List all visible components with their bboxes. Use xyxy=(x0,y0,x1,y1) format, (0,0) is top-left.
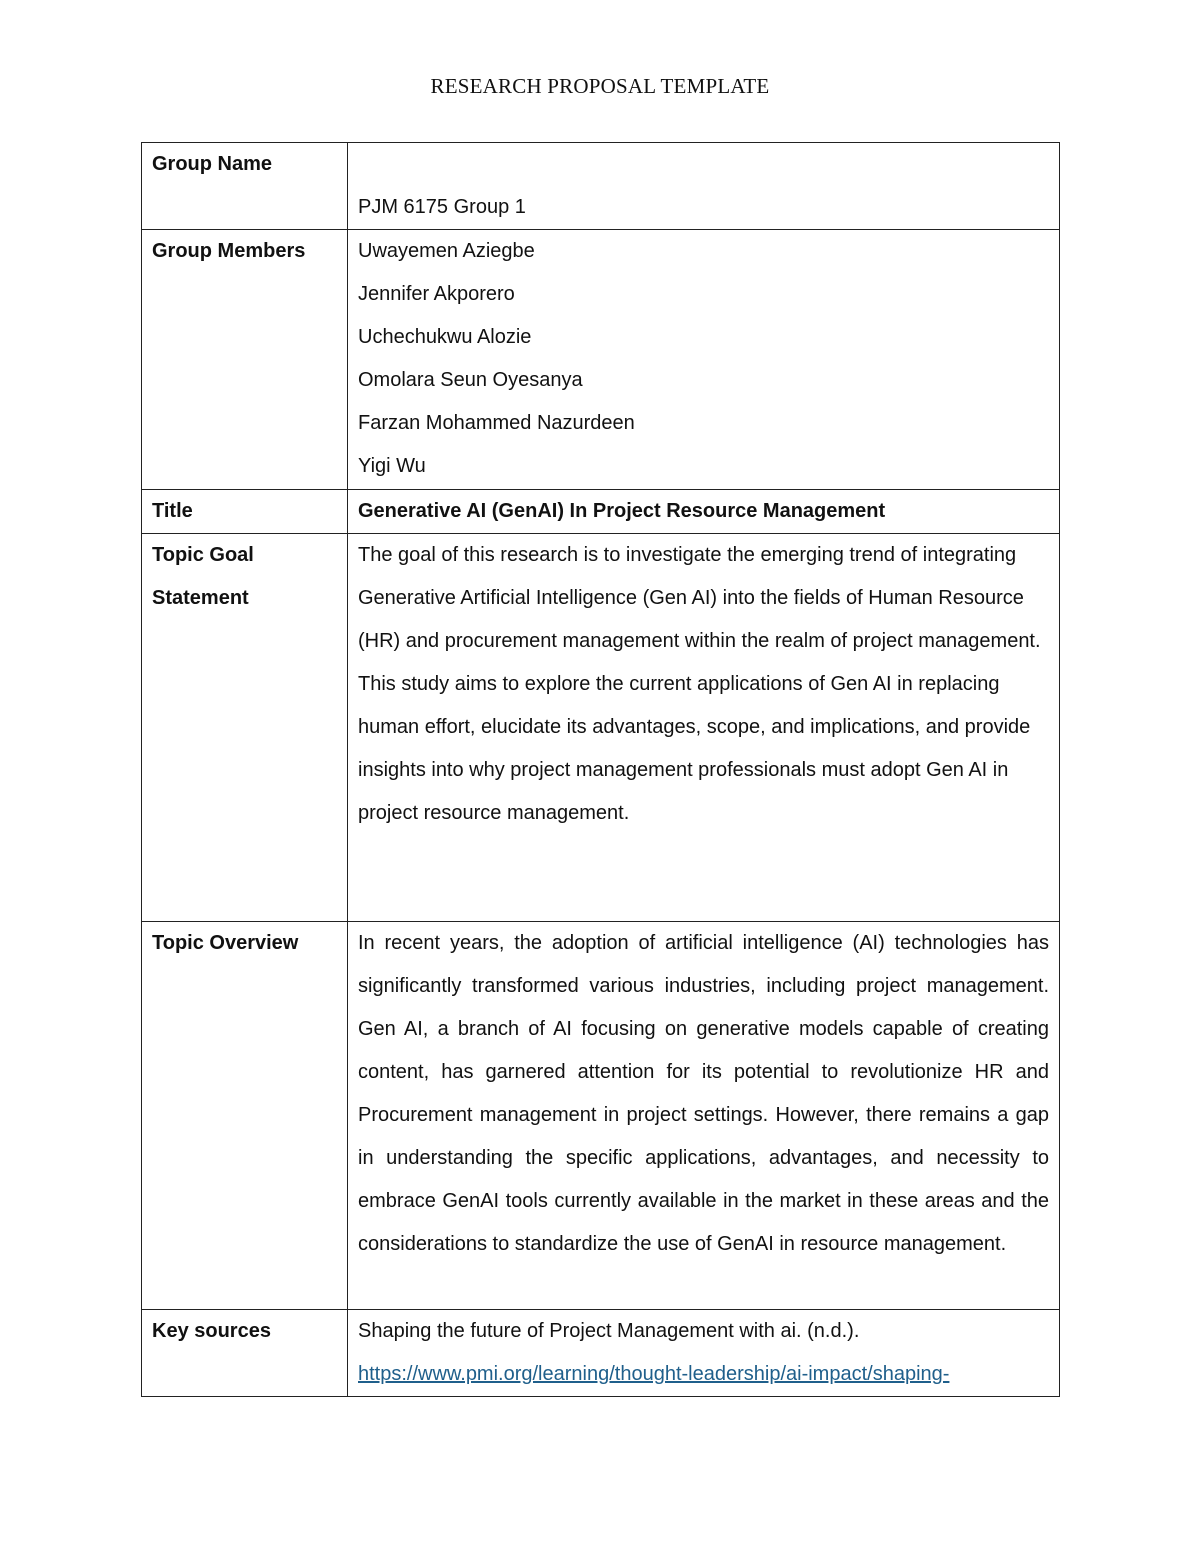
key-sources-cell xyxy=(348,1310,1060,1397)
table-row-topic-goal xyxy=(142,534,1060,922)
document-title: RESEARCH PROPOSAL TEMPLATE xyxy=(430,74,770,98)
table-row-title xyxy=(142,490,1060,534)
topic-goal-text: The goal of this research is to investigate the emerging trend of integrating Generative Artificial Intelligence (Gen AI) into the fields of Human Resource (HR) and procurement management within the realm of project management. This study aims to explore the current applications of Gen AI in replacing human effort, elucidate its advantages, scope, and implications, and provide insights into why project management professionals must adopt Gen AI in project resource management. xyxy=(348,534,1060,922)
member-name: Jennifer Akporero xyxy=(358,283,515,305)
member-name: Uchechukwu Alozie xyxy=(358,326,532,348)
member-name: Omolara Seun Oyesanya xyxy=(358,369,583,391)
topic-goal-label-line1: Topic Goal xyxy=(152,544,254,566)
table-row-group-members xyxy=(142,230,1060,490)
table-row-group-name xyxy=(142,143,1060,230)
topic-overview-text: In recent years, the adoption of artificial intelligence (AI) technologies has significantly transformed various industries, including project management. Gen AI, a branch of AI focusing on generative models capable of creating content, has garnered attention for its potential to revolutionize HR and Procurement management in project settings. However, there remains a gap in understanding the specific applications, advantages, and necessity to embrace GenAI tools currently available in the market in these areas and the considerations to standardize the use of GenAI in resource management. xyxy=(348,922,1060,1310)
key-sources-label: Key sources xyxy=(142,1310,348,1397)
source-link-line xyxy=(358,1353,1049,1396)
group-members-cell xyxy=(348,230,1060,490)
table-row-topic-overview xyxy=(142,922,1060,1310)
topic-overview-label: Topic Overview xyxy=(142,922,348,1310)
group-name-cell xyxy=(348,143,1060,230)
member-name: Uwayemen Aziegbe xyxy=(358,240,535,262)
proposal-table xyxy=(141,142,1060,1397)
title-label: Title xyxy=(142,490,348,534)
topic-goal-label-line2: Statement xyxy=(152,587,249,609)
source-citation: Shaping the future of Project Management with ai. (n.d.). xyxy=(358,1320,860,1342)
group-name-label: Group Name xyxy=(142,143,348,230)
member-name: Yigi Wu xyxy=(358,455,426,477)
table-row-key-sources xyxy=(142,1310,1060,1397)
source-link[interactable]: https://www.pmi.org/learning/thought-leadership/ai-impact/shaping- xyxy=(358,1363,950,1385)
topic-goal-label xyxy=(142,534,348,922)
group-members-label: Group Members xyxy=(142,230,348,490)
group-name-value: PJM 6175 Group 1 xyxy=(358,196,526,218)
title-value: Generative AI (GenAI) In Project Resource Management xyxy=(348,490,1060,534)
member-name: Farzan Mohammed Nazurdeen xyxy=(358,412,635,434)
